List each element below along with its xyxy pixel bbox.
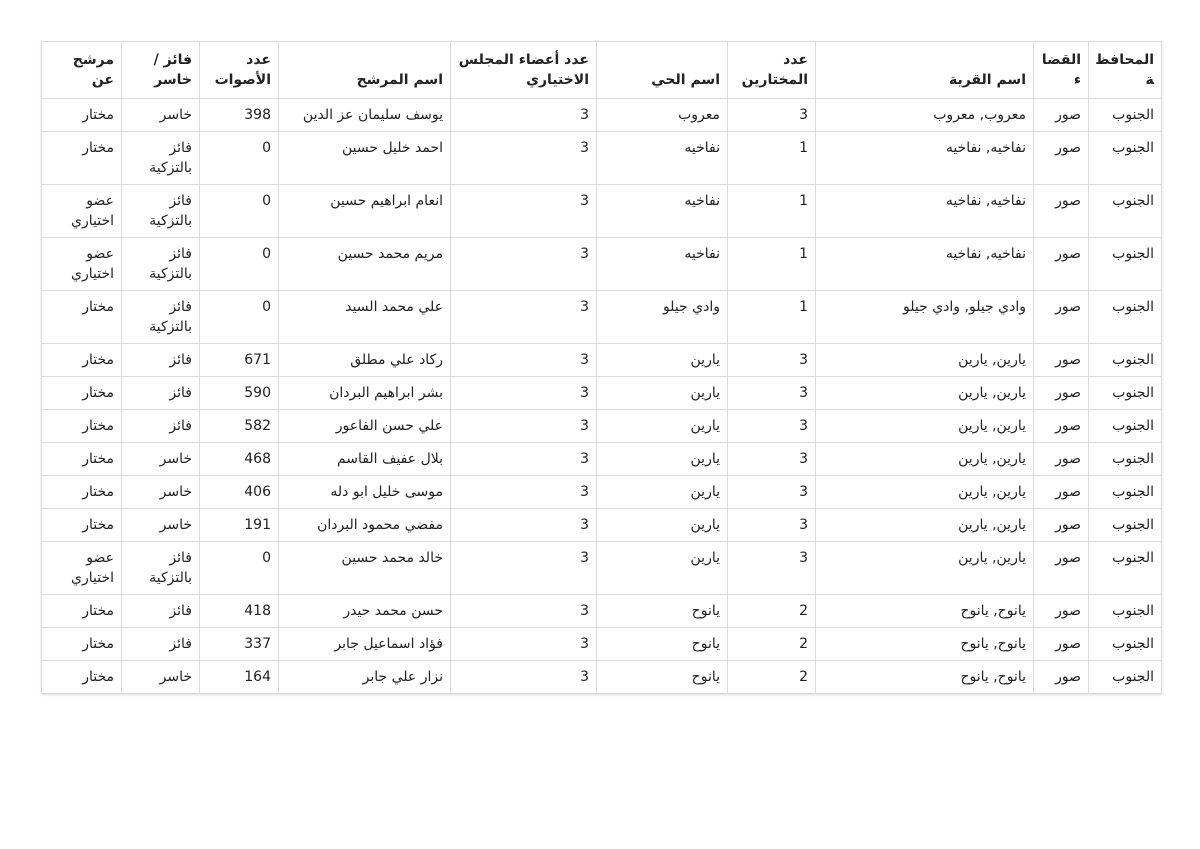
cell-district: صور [1034, 132, 1089, 185]
cell-governorate: الجنوب [1089, 344, 1162, 377]
cell-village-name: يانوح, يانوح [816, 661, 1034, 694]
cell-candidate-name: فؤاد اسماعيل جابر [279, 628, 451, 661]
document-page [41, 41, 1161, 694]
cell-governorate: الجنوب [1089, 628, 1162, 661]
cell-candidate-for: عضو اختياري [42, 185, 122, 238]
cell-candidate-for: مختار [42, 344, 122, 377]
cell-neighborhood-name: يانوح [597, 595, 728, 628]
table-row [42, 99, 1162, 132]
cell-candidate-name: موسى خليل ابو دله [279, 476, 451, 509]
cell-win-loss: فائز [122, 344, 200, 377]
cell-village-name: يانوح, يانوح [816, 628, 1034, 661]
cell-win-loss: فائز بالتزكية [122, 132, 200, 185]
cell-governorate: الجنوب [1089, 132, 1162, 185]
table-row [42, 185, 1162, 238]
cell-mukhtar-count: 2 [728, 628, 816, 661]
cell-council-member-count: 3 [451, 185, 597, 238]
table-header-row [42, 42, 1162, 99]
cell-vote-count: 418 [200, 595, 279, 628]
cell-council-member-count: 3 [451, 542, 597, 595]
cell-vote-count: 582 [200, 410, 279, 443]
cell-governorate: الجنوب [1089, 185, 1162, 238]
cell-council-member-count: 3 [451, 476, 597, 509]
header-village-name: اسم القرية [816, 42, 1034, 99]
cell-vote-count: 0 [200, 185, 279, 238]
cell-district: صور [1034, 443, 1089, 476]
cell-vote-count: 0 [200, 238, 279, 291]
cell-candidate-for: مختار [42, 410, 122, 443]
cell-candidate-for: مختار [42, 377, 122, 410]
cell-candidate-for: مختار [42, 443, 122, 476]
table-row [42, 377, 1162, 410]
header-neighborhood-name: اسم الحي [597, 42, 728, 99]
cell-village-name: يارين, يارين [816, 509, 1034, 542]
header-candidate-name: اسم المرشح [279, 42, 451, 99]
cell-win-loss: خاسر [122, 443, 200, 476]
cell-district: صور [1034, 344, 1089, 377]
cell-mukhtar-count: 3 [728, 410, 816, 443]
cell-mukhtar-count: 3 [728, 99, 816, 132]
cell-village-name: يارين, يارين [816, 542, 1034, 595]
cell-vote-count: 590 [200, 377, 279, 410]
cell-mukhtar-count: 1 [728, 185, 816, 238]
cell-candidate-name: يوسف سليمان عز الدين [279, 99, 451, 132]
cell-neighborhood-name: نفاخيه [597, 132, 728, 185]
cell-win-loss: فائز بالتزكية [122, 542, 200, 595]
cell-district: صور [1034, 628, 1089, 661]
cell-win-loss: فائز [122, 595, 200, 628]
header-vote-count: عدد الأصوات [200, 42, 279, 99]
cell-vote-count: 337 [200, 628, 279, 661]
cell-neighborhood-name: يارين [597, 476, 728, 509]
cell-governorate: الجنوب [1089, 443, 1162, 476]
cell-win-loss: فائز [122, 410, 200, 443]
cell-neighborhood-name: يانوح [597, 628, 728, 661]
cell-candidate-for: مختار [42, 595, 122, 628]
cell-neighborhood-name: يارين [597, 344, 728, 377]
cell-district: صور [1034, 291, 1089, 344]
election-results-table [41, 41, 1162, 694]
cell-governorate: الجنوب [1089, 291, 1162, 344]
table-row [42, 509, 1162, 542]
cell-council-member-count: 3 [451, 661, 597, 694]
cell-governorate: الجنوب [1089, 410, 1162, 443]
cell-candidate-name: مفضي محمود البردان [279, 509, 451, 542]
cell-vote-count: 0 [200, 132, 279, 185]
cell-candidate-for: مختار [42, 661, 122, 694]
table-row [42, 595, 1162, 628]
cell-village-name: يارين, يارين [816, 410, 1034, 443]
cell-candidate-name: ركاد علي مطلق [279, 344, 451, 377]
cell-council-member-count: 3 [451, 291, 597, 344]
cell-mukhtar-count: 3 [728, 344, 816, 377]
cell-candidate-name: علي حسن الفاعور [279, 410, 451, 443]
cell-neighborhood-name: نفاخيه [597, 185, 728, 238]
cell-district: صور [1034, 410, 1089, 443]
cell-candidate-name: حسن محمد حيدر [279, 595, 451, 628]
cell-candidate-for: مختار [42, 132, 122, 185]
cell-win-loss: فائز بالتزكية [122, 185, 200, 238]
cell-mukhtar-count: 3 [728, 476, 816, 509]
cell-council-member-count: 3 [451, 443, 597, 476]
header-district: القضاء [1034, 42, 1089, 99]
cell-council-member-count: 3 [451, 377, 597, 410]
cell-win-loss: خاسر [122, 99, 200, 132]
cell-district: صور [1034, 595, 1089, 628]
cell-neighborhood-name: وادي جيلو [597, 291, 728, 344]
cell-district: صور [1034, 238, 1089, 291]
cell-council-member-count: 3 [451, 99, 597, 132]
cell-governorate: الجنوب [1089, 595, 1162, 628]
cell-vote-count: 398 [200, 99, 279, 132]
cell-candidate-for: عضو اختياري [42, 238, 122, 291]
cell-candidate-name: بشر ابراهيم البردان [279, 377, 451, 410]
cell-candidate-name: مريم محمد حسين [279, 238, 451, 291]
cell-win-loss: خاسر [122, 509, 200, 542]
cell-win-loss: فائز بالتزكية [122, 238, 200, 291]
header-governorate: المحافظة [1089, 42, 1162, 99]
cell-candidate-for: مختار [42, 99, 122, 132]
table-body [42, 99, 1162, 694]
cell-governorate: الجنوب [1089, 99, 1162, 132]
cell-mukhtar-count: 3 [728, 443, 816, 476]
cell-vote-count: 671 [200, 344, 279, 377]
cell-neighborhood-name: يارين [597, 377, 728, 410]
header-council-member-count: عدد أعضاء المجلس الاختياري [451, 42, 597, 99]
cell-village-name: يارين, يارين [816, 377, 1034, 410]
cell-village-name: معروب, معروب [816, 99, 1034, 132]
cell-win-loss: خاسر [122, 661, 200, 694]
cell-neighborhood-name: نفاخيه [597, 238, 728, 291]
cell-neighborhood-name: يارين [597, 443, 728, 476]
cell-vote-count: 406 [200, 476, 279, 509]
cell-win-loss: فائز [122, 377, 200, 410]
cell-district: صور [1034, 185, 1089, 238]
header-win-loss: فائز / خاسر [122, 42, 200, 99]
cell-neighborhood-name: يانوح [597, 661, 728, 694]
cell-governorate: الجنوب [1089, 238, 1162, 291]
cell-mukhtar-count: 1 [728, 132, 816, 185]
cell-win-loss: فائز بالتزكية [122, 291, 200, 344]
cell-candidate-name: خالد محمد حسين [279, 542, 451, 595]
cell-candidate-name: بلال عفيف القاسم [279, 443, 451, 476]
cell-council-member-count: 3 [451, 628, 597, 661]
cell-council-member-count: 3 [451, 132, 597, 185]
cell-council-member-count: 3 [451, 410, 597, 443]
cell-mukhtar-count: 2 [728, 661, 816, 694]
cell-governorate: الجنوب [1089, 377, 1162, 410]
cell-mukhtar-count: 1 [728, 291, 816, 344]
cell-vote-count: 468 [200, 443, 279, 476]
cell-governorate: الجنوب [1089, 661, 1162, 694]
table-row [42, 132, 1162, 185]
cell-village-name: نفاخيه, نفاخيه [816, 185, 1034, 238]
cell-win-loss: فائز [122, 628, 200, 661]
cell-village-name: يارين, يارين [816, 344, 1034, 377]
cell-candidate-for: عضو اختياري [42, 542, 122, 595]
cell-mukhtar-count: 3 [728, 377, 816, 410]
cell-candidate-name: علي محمد السيد [279, 291, 451, 344]
cell-governorate: الجنوب [1089, 509, 1162, 542]
cell-council-member-count: 3 [451, 344, 597, 377]
cell-neighborhood-name: يارين [597, 542, 728, 595]
table-row [42, 661, 1162, 694]
cell-candidate-for: مختار [42, 509, 122, 542]
cell-council-member-count: 3 [451, 509, 597, 542]
cell-candidate-for: مختار [42, 291, 122, 344]
table-row [42, 344, 1162, 377]
cell-neighborhood-name: معروب [597, 99, 728, 132]
table-row [42, 291, 1162, 344]
cell-candidate-name: احمد خليل حسين [279, 132, 451, 185]
table-row [42, 238, 1162, 291]
cell-mukhtar-count: 1 [728, 238, 816, 291]
table-row [42, 410, 1162, 443]
cell-vote-count: 191 [200, 509, 279, 542]
cell-vote-count: 164 [200, 661, 279, 694]
cell-village-name: وادي جيلو, وادي جيلو [816, 291, 1034, 344]
cell-mukhtar-count: 3 [728, 542, 816, 595]
cell-council-member-count: 3 [451, 595, 597, 628]
cell-governorate: الجنوب [1089, 542, 1162, 595]
header-mukhtar-count: عدد المختارين [728, 42, 816, 99]
cell-neighborhood-name: يارين [597, 509, 728, 542]
cell-mukhtar-count: 3 [728, 509, 816, 542]
cell-vote-count: 0 [200, 542, 279, 595]
cell-village-name: نفاخيه, نفاخيه [816, 132, 1034, 185]
cell-vote-count: 0 [200, 291, 279, 344]
cell-district: صور [1034, 661, 1089, 694]
table-row [42, 542, 1162, 595]
cell-neighborhood-name: يارين [597, 410, 728, 443]
cell-candidate-for: مختار [42, 476, 122, 509]
cell-mukhtar-count: 2 [728, 595, 816, 628]
cell-governorate: الجنوب [1089, 476, 1162, 509]
cell-village-name: يانوح, يانوح [816, 595, 1034, 628]
cell-candidate-name: انعام ابراهيم حسين [279, 185, 451, 238]
cell-candidate-name: نزار علي جابر [279, 661, 451, 694]
cell-district: صور [1034, 476, 1089, 509]
cell-village-name: يارين, يارين [816, 476, 1034, 509]
cell-district: صور [1034, 509, 1089, 542]
header-candidate-for: مرشح عن [42, 42, 122, 99]
cell-village-name: نفاخيه, نفاخيه [816, 238, 1034, 291]
cell-district: صور [1034, 542, 1089, 595]
cell-district: صور [1034, 99, 1089, 132]
cell-win-loss: خاسر [122, 476, 200, 509]
cell-district: صور [1034, 377, 1089, 410]
cell-council-member-count: 3 [451, 238, 597, 291]
cell-candidate-for: مختار [42, 628, 122, 661]
cell-village-name: يارين, يارين [816, 443, 1034, 476]
table-row [42, 443, 1162, 476]
table-row [42, 476, 1162, 509]
table-row [42, 628, 1162, 661]
